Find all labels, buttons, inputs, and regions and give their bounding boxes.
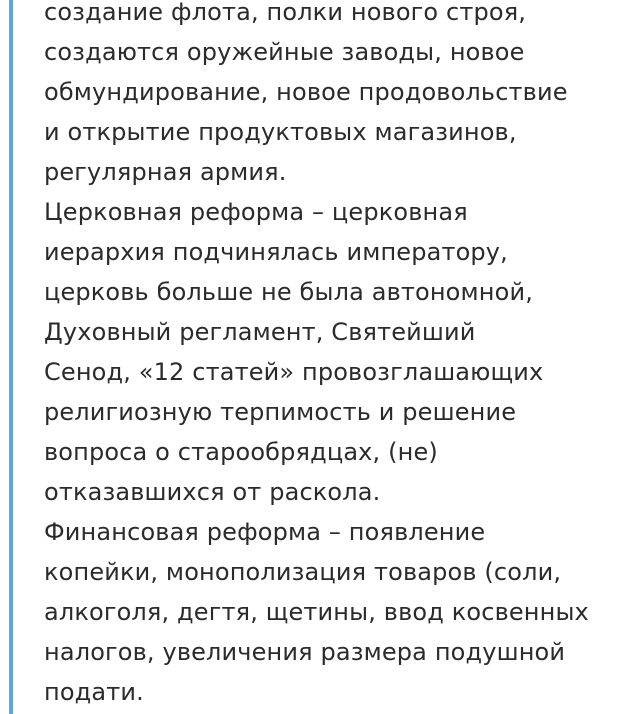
- text-line: церковь больше не была автономной,: [44, 278, 533, 306]
- text-line: налогов, увеличения размера подушной: [44, 638, 566, 666]
- text-line: Духовный регламент, Святейший: [44, 318, 476, 346]
- text-line: подати.: [44, 678, 144, 706]
- text-line: Церковная реформа – церковная: [44, 198, 468, 226]
- text-line: Сенод, «12 статей» провозглашающих: [44, 358, 544, 386]
- text-line: иерархия подчинялась императору,: [44, 238, 508, 266]
- text-line: вопроса о старообрядцах, (не): [44, 438, 438, 466]
- text-line: обмундирование, новое продовольствие: [44, 78, 568, 106]
- text-line: религиозную терпимость и решение: [44, 398, 517, 426]
- text-line: Финансовая реформа – появление: [44, 518, 486, 546]
- text-line: регулярная армия.: [44, 158, 287, 186]
- quote-accent-bar: [9, 0, 13, 714]
- text-line: алкоголя, дегтя, щетины, ввод косвенных: [44, 598, 589, 626]
- text-line: копейки, монополизация товаров (соли,: [44, 558, 562, 586]
- text-line: создаются оружейные заводы, новое: [44, 38, 525, 66]
- text-line: создание флота, полки нового строя,: [44, 0, 527, 26]
- answer-text: [44, 0, 636, 712]
- text-line: отказавшихся от раскола.: [44, 478, 381, 506]
- text-line: и открытие продуктовых магазинов,: [44, 118, 517, 146]
